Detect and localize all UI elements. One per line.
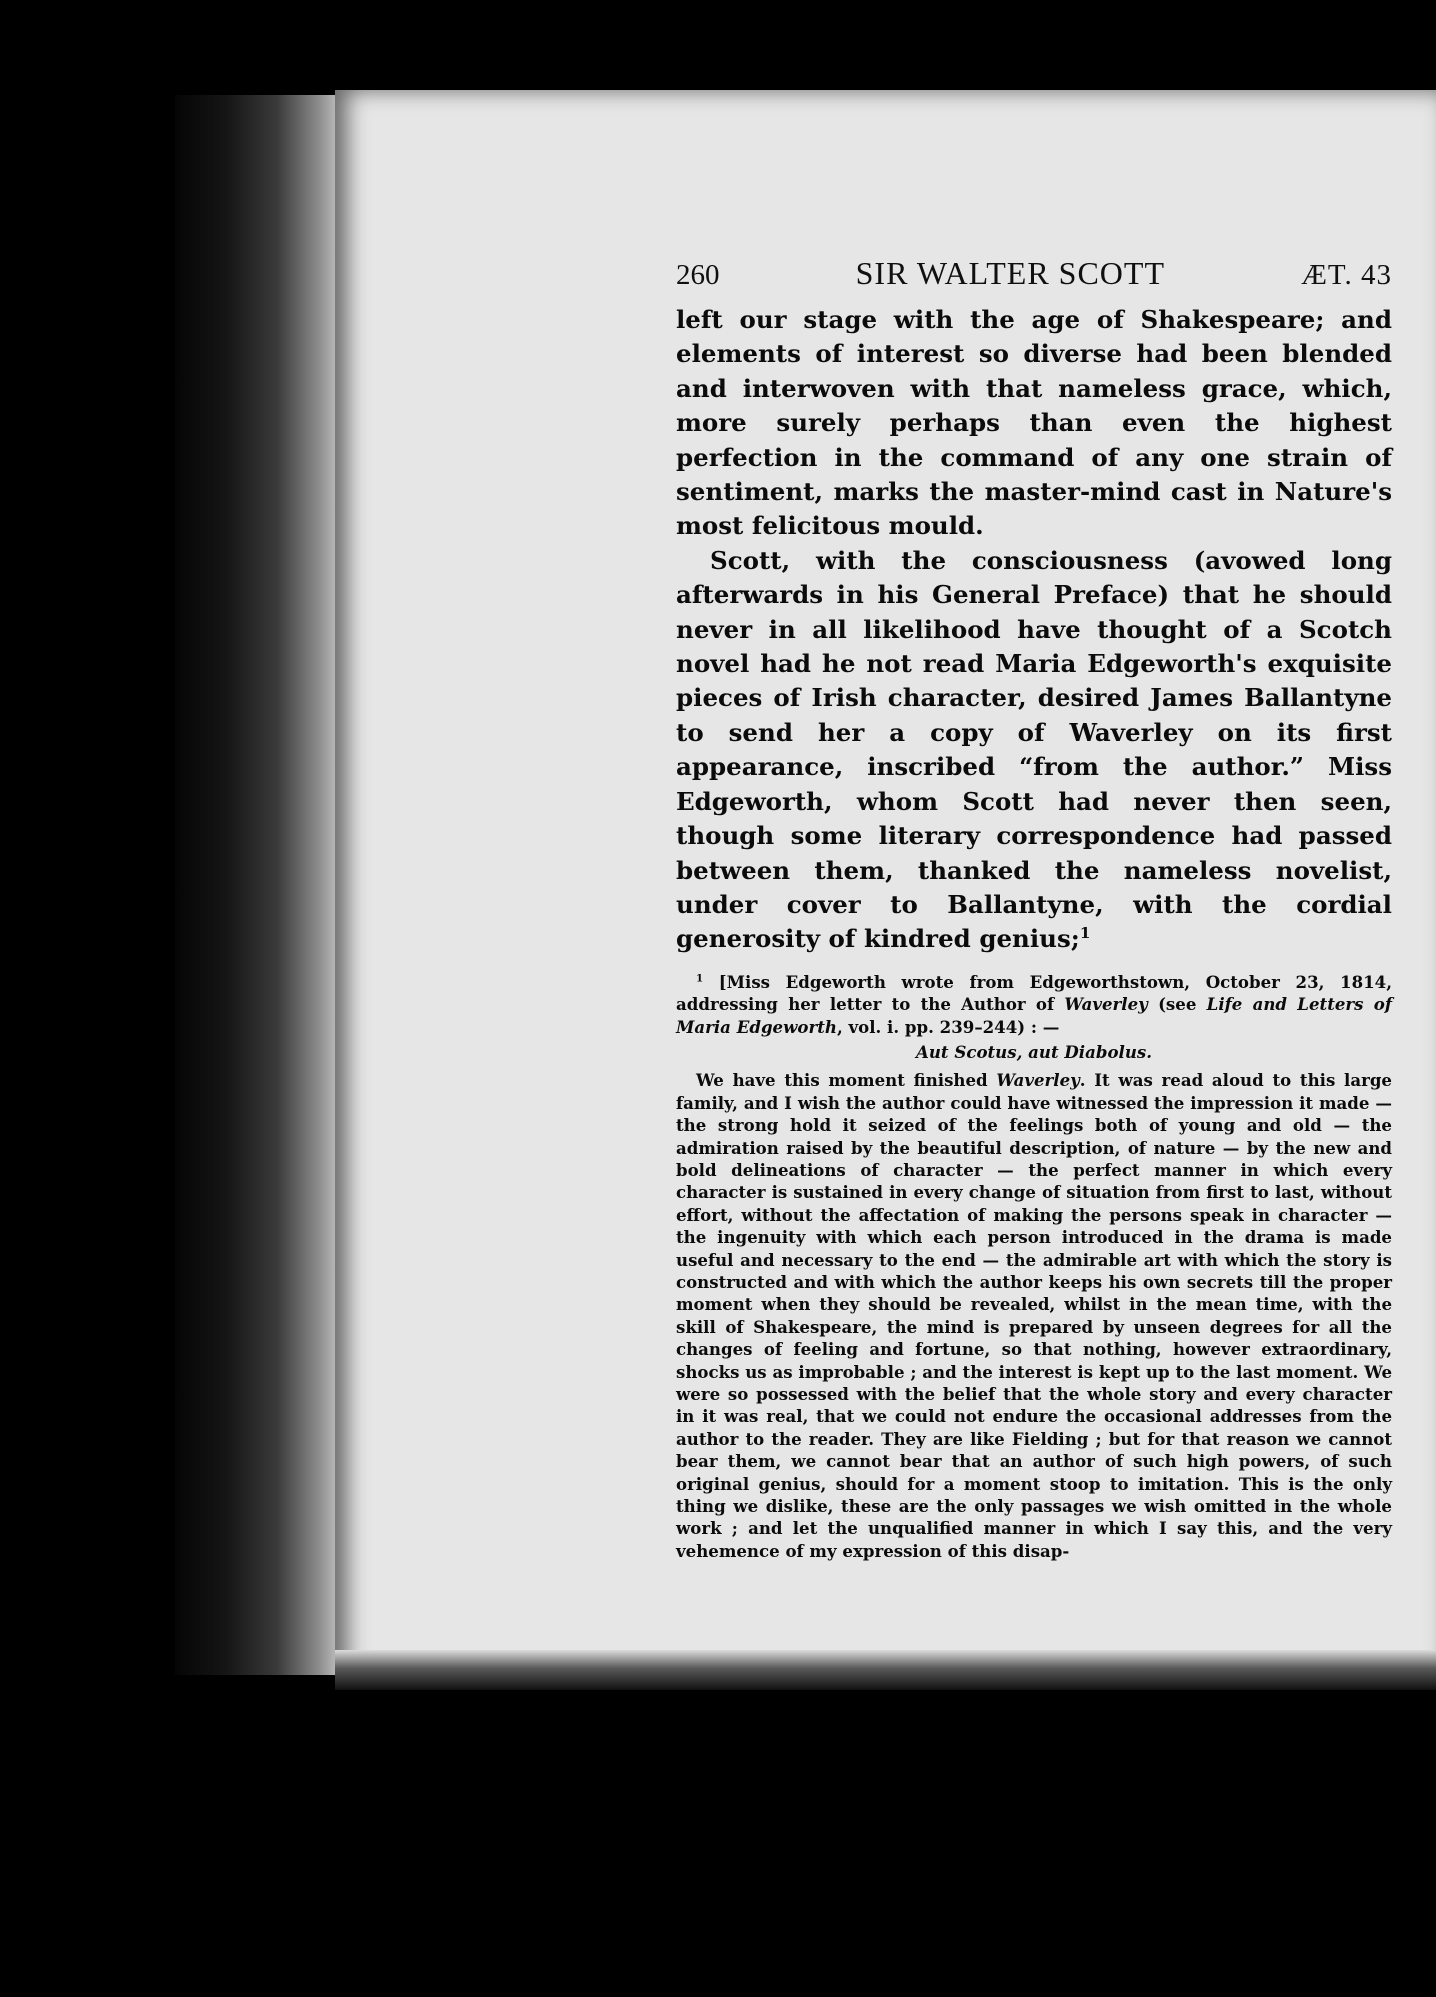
footnote-intro-c: , vol. i. pp. 239–244) : — bbox=[836, 1016, 1060, 1037]
body-paragraph-1: left our stage with the age of Shakespeare; and elements of interest so diverse had been blended and interwoven with that nameless grace, which, more surely perhaps than even the highest perfection in the command of any one strain of sentiment, marks the master-mind cast in Nature's most felicitous mould. bbox=[676, 305, 1392, 541]
footnote-block bbox=[676, 971, 1392, 1563]
body-text bbox=[676, 303, 1392, 957]
running-head bbox=[676, 255, 1392, 297]
footnote-reference: 1 bbox=[1079, 924, 1091, 943]
body-paragraph-2 bbox=[676, 544, 1392, 957]
footnote-intro-book-title: Life and Letters of Maria Edgeworth bbox=[676, 994, 1392, 1037]
footnote-intro-waverley: Waverley bbox=[1064, 994, 1148, 1015]
footnote-marker: 1 bbox=[696, 972, 704, 985]
footnote-letter-waverley: Waverley bbox=[996, 1070, 1080, 1091]
book-binding-edge bbox=[175, 95, 345, 1675]
running-age: ÆT. 43 bbox=[1301, 259, 1392, 291]
running-title: SIR WALTER SCOTT bbox=[855, 255, 1165, 291]
page-bottom-edge bbox=[335, 1650, 1436, 1690]
footnote-intro-a: [Miss Edgeworth wrote from Edgeworthstown, October 23, 1814, addressing her letter to the Author of bbox=[676, 971, 1392, 1015]
page-number: 260 bbox=[676, 259, 720, 291]
footnote-letter-b: . It was read aloud to this large family, and I wish the author could have witnessed the impression it made — the strong hold it seized of the feelings both of young and old — the admiration raised by the beautiful description, of nature — by the new and bold delineations of character — the perfect manner in which every character is sustained in every change of situation from first to last, without effort, without the affectation of making the persons speak in character — the ingenuity with which each person introduced in the drama is made useful and necessary to the end — the admirable art with which the story is constructed and with which the author keeps his own secrets till the proper moment when they should be revealed, whilst in the mean time, with the skill of Shakespeare, the mind is prepared by unseen degrees for all the changes of feeling and fortune, so that nothing, however extraordinary, shocks us as improbable ; and the interest is kept up to the last moment. We were so possessed with the belief that the whole story and every character in it was real, that we could not endure the occasional addresses from the author to the reader. They are like Fielding ; but for that reason we cannot bear them, we cannot bear that an author of such high powers, of such original genius, should for a moment stoop to imitation. This is the only thing we dislike, these are the only passages we wish omitted in the whole work ; and let the unqualified manner in which I say this, and the very vehemence of my expression of this disap- bbox=[676, 1070, 1392, 1561]
footnote-intro-b: (see bbox=[1147, 994, 1207, 1015]
footnote-intro bbox=[676, 971, 1392, 1038]
footnote-motto: Aut Scotus, aut Diabolus. bbox=[915, 1041, 1153, 1062]
footnote-letter bbox=[676, 1069, 1392, 1562]
footnote-letter-a: We have this moment finished bbox=[696, 1070, 997, 1091]
body-paragraph-2-text: Scott, with the consciousness (avowed long afterwards in his General Preface) that he should never in all likelihood have thought of a Scotch novel had he not read Maria Edgeworth's exquisite pieces of Irish character, desired James Ballantyne to send her a copy of Waverley on its first appearance, inscribed “from the author.” Miss Edgeworth, whom Scott had never then seen, though some literary correspondence had passed between them, thanked the nameless novelist, under cover to Ballantyne, with the cordial generosity of kindred genius; bbox=[676, 545, 1392, 954]
page-content bbox=[676, 255, 1392, 1562]
